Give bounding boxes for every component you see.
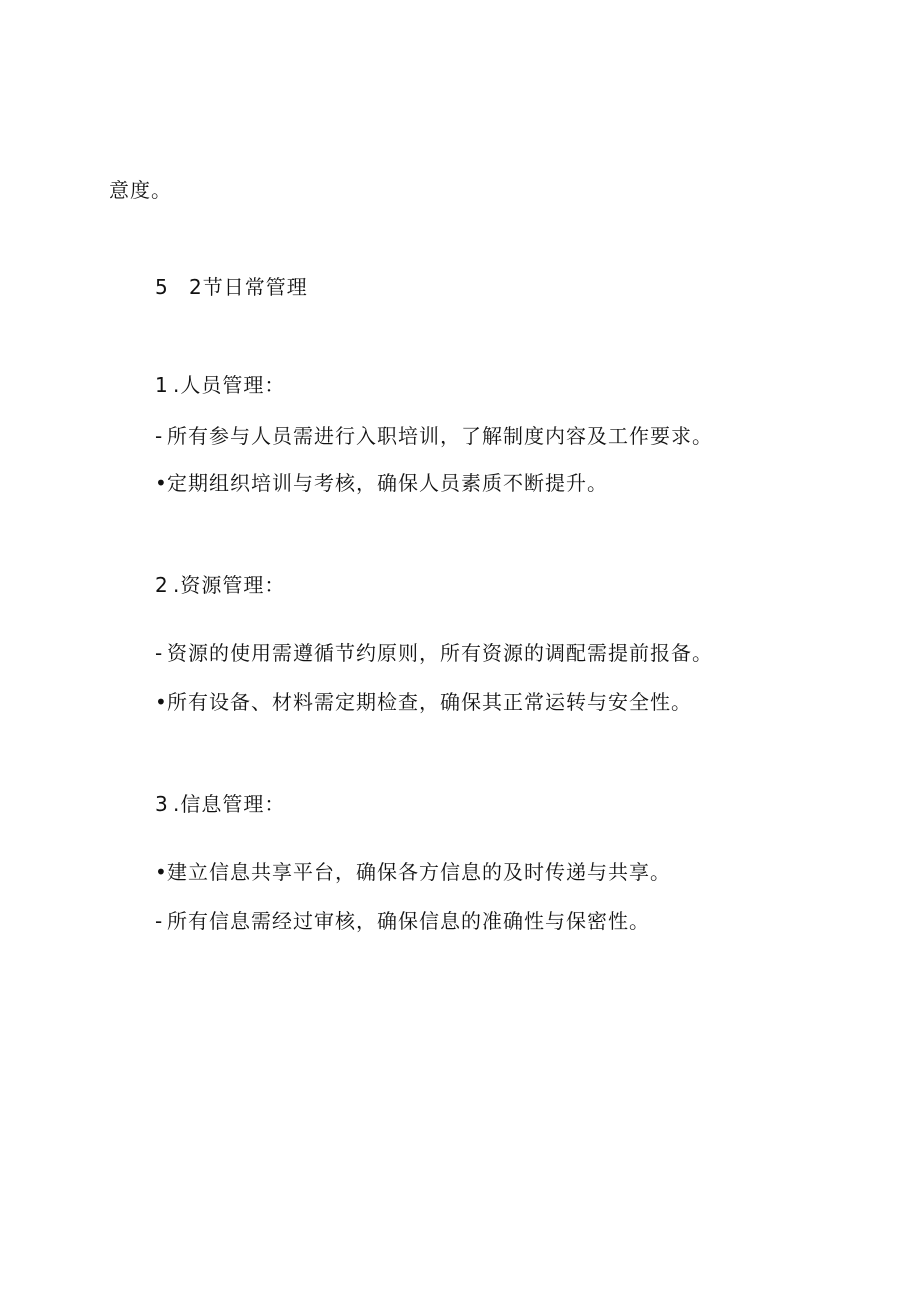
section-heading: [155, 275, 308, 299]
item-number: 3: [155, 792, 169, 816]
list-item: [155, 471, 608, 495]
item-heading-resources: [155, 573, 285, 597]
section-number: 5: [155, 275, 169, 299]
bullet-marker: •: [155, 690, 168, 714]
list-item: [155, 909, 650, 933]
list-item-text: 所有参与人员需进行入职培训，了解制度内容及工作要求。: [167, 424, 713, 448]
list-item: [155, 690, 692, 714]
bullet-marker: -: [155, 424, 164, 448]
item-title: .资源管理：: [173, 573, 286, 597]
section-title: 2节日常管理: [189, 275, 308, 299]
item-number: 1: [155, 373, 169, 397]
list-item-text: 所有设备、材料需定期检查，确保其正常运转与安全性。: [167, 690, 692, 714]
list-item: [155, 424, 713, 448]
bullet-marker: •: [155, 860, 168, 884]
list-item-text: 资源的使用需遵循节约原则，所有资源的调配需提前报备。: [167, 641, 713, 665]
list-item: [155, 860, 671, 884]
item-title: .信息管理：: [173, 792, 286, 816]
bullet-marker: -: [155, 909, 164, 933]
bullet-marker: •: [155, 471, 168, 495]
list-item-text: 所有信息需经过审核，确保信息的准确性与保密性。: [167, 909, 650, 933]
item-title: .人员管理：: [173, 373, 286, 397]
item-heading-personnel: [155, 373, 285, 397]
item-number: 2: [155, 573, 169, 597]
list-item-text: 建立信息共享平台，确保各方信息的及时传递与共享。: [167, 860, 671, 884]
bullet-marker: -: [155, 641, 164, 665]
list-item: [155, 641, 713, 665]
list-item-text: 定期组织培训与考核，确保人员素质不断提升。: [167, 471, 608, 495]
item-heading-information: [155, 792, 285, 816]
continuation-text: 意度。: [109, 178, 172, 202]
